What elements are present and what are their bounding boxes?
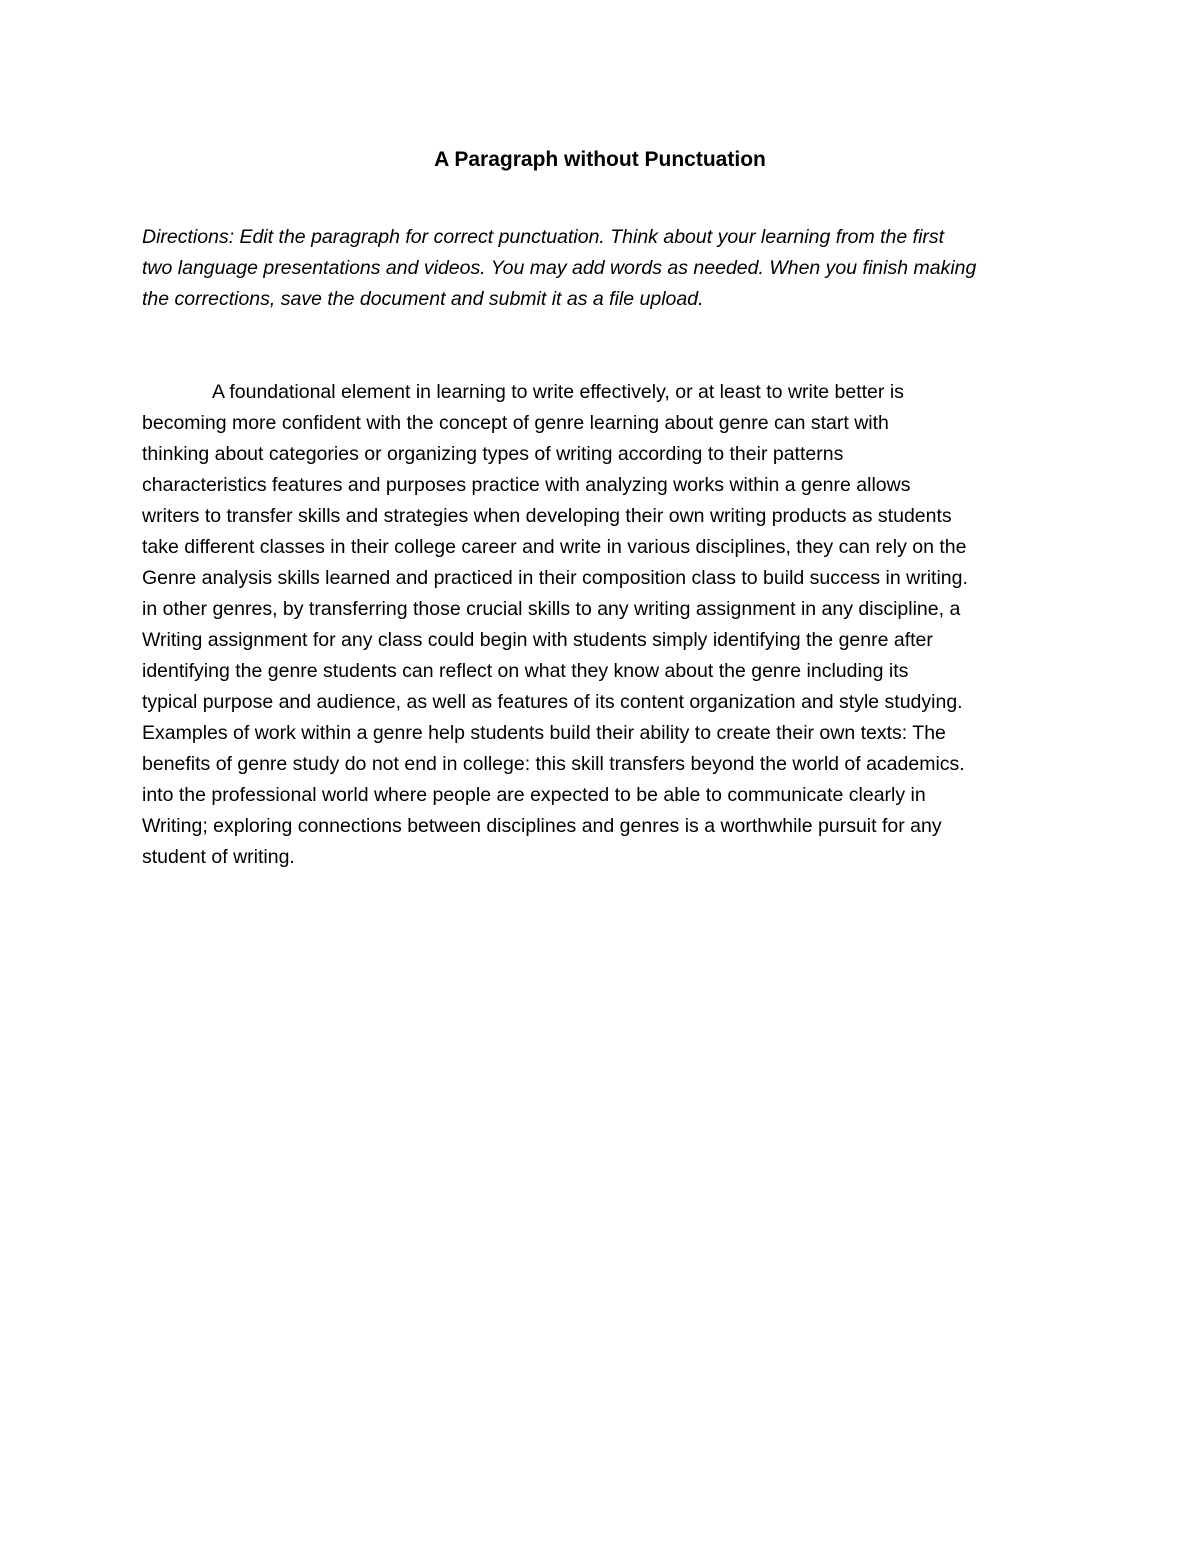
paragraph-line: Writing assignment for any class could begin with students simply identifying the genre after (142, 629, 933, 651)
unpunctuated-paragraph (142, 377, 1072, 873)
paragraph-line: Writing; exploring connections between disciplines and genres is a worthwhile pursuit for any (142, 815, 942, 837)
paragraph-line: writers to transfer skills and strategies when developing their own writing products as students (142, 505, 952, 527)
directions-line: the corrections, save the document and submit it as a file upload. (142, 288, 704, 310)
paragraph-line: into the professional world where people are expected to be able to communicate clearly in (142, 784, 926, 806)
paragraph-line: becoming more confident with the concept of genre learning about genre can start with (142, 412, 889, 434)
paragraph-line: Examples of work within a genre help students build their ability to create their own texts: The (142, 722, 946, 744)
paragraph-line: student of writing. (142, 846, 295, 868)
paragraph-line: characteristics features and purposes practice with analyzing works within a genre allows (142, 474, 911, 496)
paragraph-line: take different classes in their college career and write in various disciplines, they can rely on the (142, 536, 967, 558)
paragraph-line: A foundational element in learning to write effectively, or at least to write better is (212, 381, 904, 403)
paragraph-line: identifying the genre students can reflect on what they know about the genre including its (142, 660, 909, 682)
document-title: A Paragraph without Punctuation (434, 148, 766, 171)
paragraph-line: benefits of genre study do not end in college: this skill transfers beyond the world of academics. (142, 753, 965, 775)
paragraph-line: typical purpose and audience, as well as features of its content organization and style studying. (142, 691, 963, 713)
directions-line: two language presentations and videos. You may add words as needed. When you finish making (142, 257, 977, 279)
paragraph-line: thinking about categories or organizing types of writing according to their patterns (142, 443, 844, 465)
paragraph-line: in other genres, by transferring those crucial skills to any writing assignment in any discipline, a (142, 598, 961, 620)
directions-line: Directions: Edit the paragraph for correct punctuation. Think about your learning from the first (142, 226, 945, 248)
paragraph-line: Genre analysis skills learned and practiced in their composition class to build success in writing. (142, 567, 968, 589)
directions-block (142, 222, 1072, 315)
